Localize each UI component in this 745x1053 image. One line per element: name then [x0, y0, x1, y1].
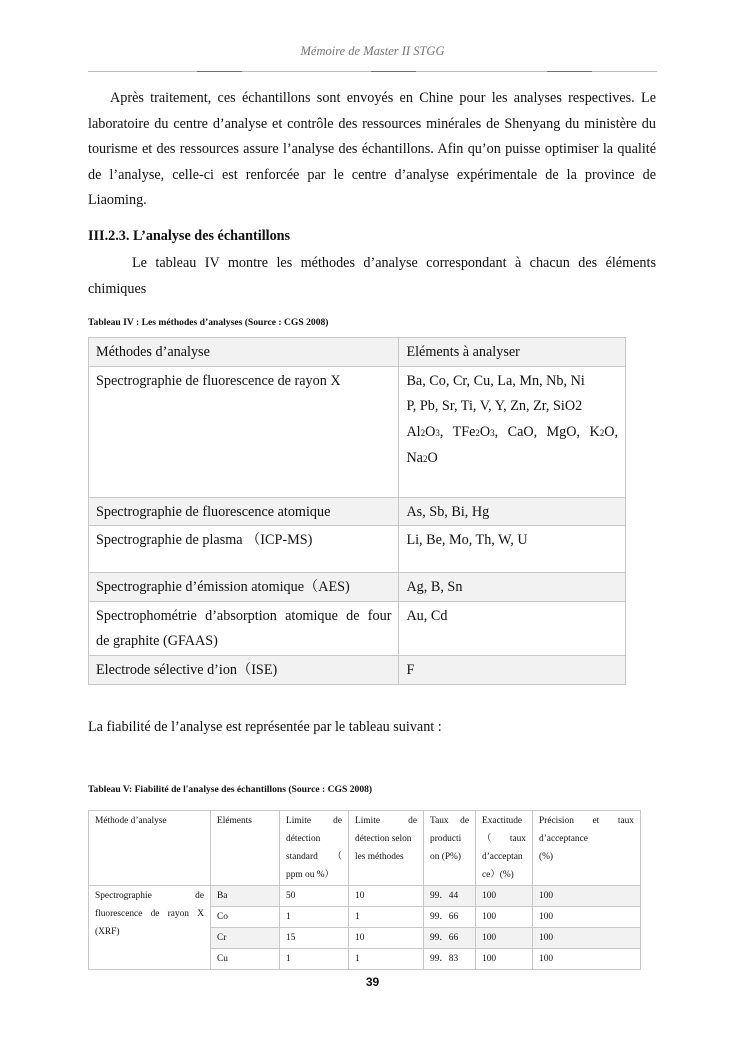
table-header-cell: Méthode d’analyse — [89, 811, 211, 886]
limit-meth-cell: 1 — [349, 949, 424, 970]
oxides-line: Al2O3, TFe2O3, CaO, MgO, K2O, — [406, 423, 618, 440]
reliability-table — [88, 810, 641, 970]
prec-cell: 100 — [533, 928, 641, 949]
limit-std-cell: 1 — [280, 907, 349, 928]
method-cell: Spectrographie de fluorescence de rayon X (XRF) — [89, 886, 211, 970]
reliability-sentence: La fiabilité de l’analyse est représentée par le tableau suivant : — [88, 719, 442, 735]
table-header-cell: Limite de détection standard （ ppm ou %） — [280, 811, 349, 886]
table-row — [89, 526, 626, 573]
exact-cell: 100 — [476, 886, 533, 907]
method-cell: Spectrographie d’émission atomique（AES) — [89, 573, 399, 602]
table-header-cell: Méthodes d’analyse — [89, 338, 399, 367]
limit-meth-cell: 1 — [349, 907, 424, 928]
table-row — [89, 601, 626, 655]
elements-cell — [399, 366, 626, 497]
element-cell: Co — [211, 907, 280, 928]
table4-caption: Tableau IV : Les méthodes d’analyses (Source : CGS 2008) — [88, 317, 329, 328]
table-header-cell: Limite de détection selon les méthodes — [349, 811, 424, 886]
table-row — [89, 366, 626, 497]
exact-cell: 100 — [476, 928, 533, 949]
elements-cell: As, Sb, Bi, Hg — [399, 497, 626, 526]
header-rule-accent — [197, 71, 242, 72]
element-cell: Cu — [211, 949, 280, 970]
elements-cell: Ag, B, Sn — [399, 573, 626, 602]
limit-meth-cell: 10 — [349, 886, 424, 907]
taux-cell: 99．83 — [424, 949, 476, 970]
taux-cell: 99．44 — [424, 886, 476, 907]
page-number: 39 — [365, 975, 380, 989]
header-rule-accent — [547, 71, 592, 72]
elements-cell: F — [399, 655, 626, 684]
oxides-line: Na2O — [406, 450, 438, 467]
exact-cell: 100 — [476, 907, 533, 928]
table-header-cell: Taux de producti on (P%) — [424, 811, 476, 886]
analysis-methods-table — [88, 337, 626, 685]
table-row — [89, 338, 626, 367]
table-header-cell: Eléments — [211, 811, 280, 886]
intro-paragraph: Après traitement, ces échantillons sont envoyés en Chine pour les analyses respectives. Le laboratoire du centre d’analyse et contrôle des ressources minérales de Shenyang du ministère du tourisme et des ressources assure l’analyse des échantillons. Afin qu’on puisse optimiser la qualité de l’analyse, celle-ci est renforcée par le centre d’analyse expérimentale de la province de Liaoming. — [88, 90, 656, 209]
limit-std-cell: 50 — [280, 886, 349, 907]
prec-cell: 100 — [533, 886, 641, 907]
prec-cell: 100 — [533, 907, 641, 928]
elements-line: Ba, Co, Cr, Cu, La, Mn, Nb, Ni — [406, 372, 585, 389]
taux-cell: 99．66 — [424, 907, 476, 928]
element-cell: Ba — [211, 886, 280, 907]
table-row — [89, 811, 641, 886]
table5-caption: Tableau V: Fiabilité de l'analyse des échantillons (Source : CGS 2008) — [88, 784, 373, 795]
table-row — [89, 573, 626, 602]
elements-cell: Li, Be, Mo, Th, W, U — [399, 526, 626, 573]
method-cell: Spectrographie de fluorescence de rayon X — [89, 366, 399, 497]
limit-meth-cell: 10 — [349, 928, 424, 949]
method-cell: Spectrographie de plasma （ICP-MS) — [89, 526, 399, 573]
page-header: Mémoire de Master II STGG — [300, 44, 445, 58]
method-cell: Spectrographie de fluorescence atomique — [89, 497, 399, 526]
table-row — [89, 886, 641, 907]
prec-cell: 100 — [533, 949, 641, 970]
table-header-cell: Précision et taux d’acceptance (%) — [533, 811, 641, 886]
elements-line: P, Pb, Sr, Ti, V, Y, Zn, Zr, SiO2 — [406, 398, 583, 415]
table-row — [89, 655, 626, 684]
method-cell: Spectrophométrie d’absorption atomique de four de graphite (GFAAS) — [89, 601, 399, 655]
limit-std-cell: 15 — [280, 928, 349, 949]
exact-cell: 100 — [476, 949, 533, 970]
elements-cell: Au, Cd — [399, 601, 626, 655]
limit-std-cell: 1 — [280, 949, 349, 970]
taux-cell: 99．66 — [424, 928, 476, 949]
header-rule-accent — [371, 71, 416, 72]
section-heading: III.2.3. L’analyse des échantillons — [88, 228, 291, 244]
table-row — [89, 497, 626, 526]
table-header-cell: Eléments à analyser — [399, 338, 626, 367]
method-cell: Electrode sélective d’ion（ISE) — [89, 655, 399, 684]
element-cell: Cr — [211, 928, 280, 949]
table-header-cell: Exactitude （ taux d’acceptan ce）(%) — [476, 811, 533, 886]
section-paragraph: Le tableau IV montre les méthodes d’analyse correspondant à chacun des éléments chimiques — [88, 255, 656, 297]
